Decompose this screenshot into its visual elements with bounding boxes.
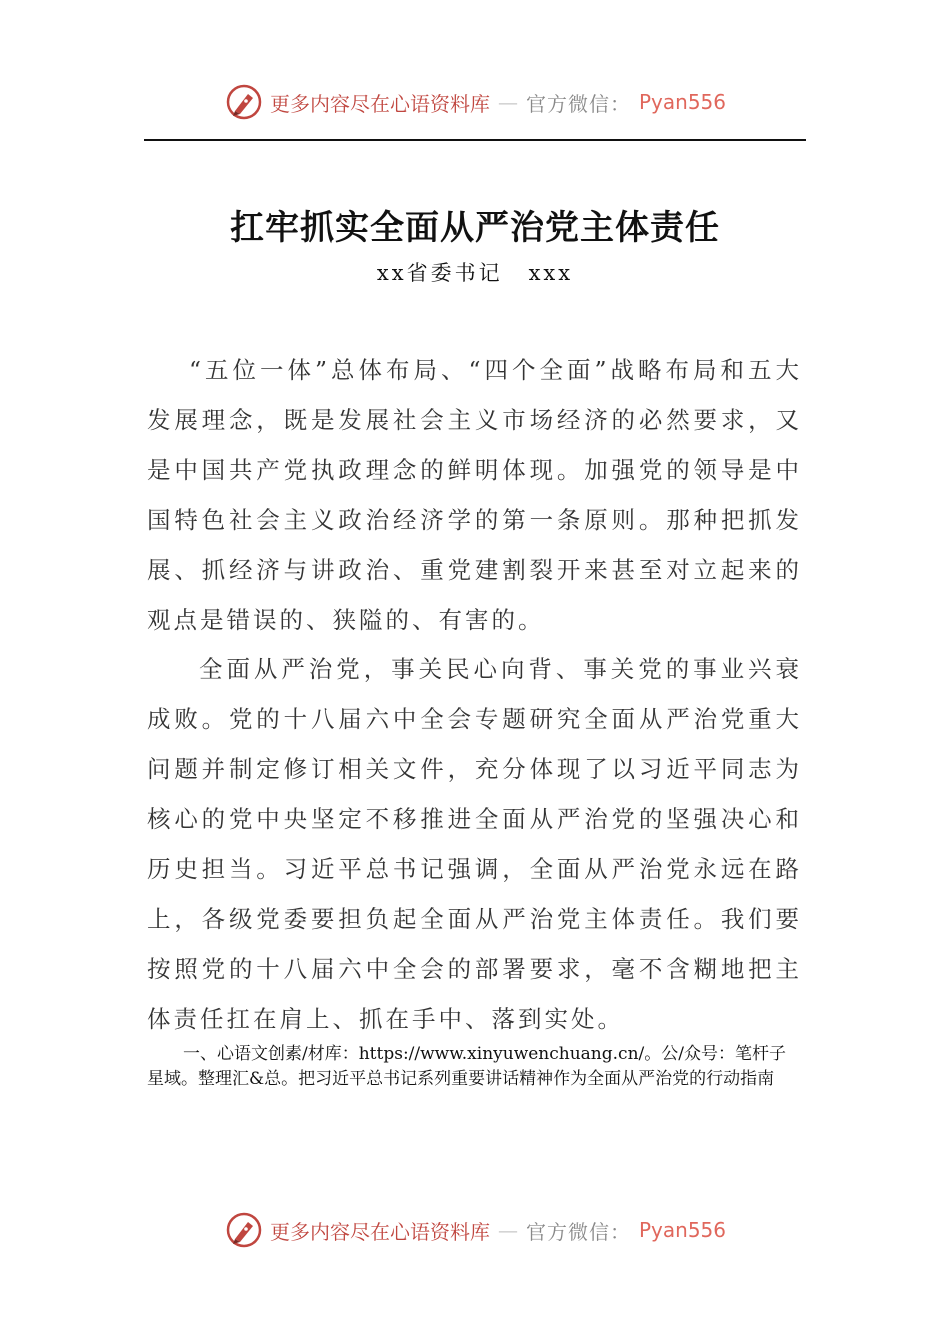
pen-nib-logo-icon — [226, 84, 262, 120]
banner-wechat-label: 官方微信： — [526, 91, 631, 116]
footer-banner — [226, 1208, 726, 1252]
banner-wechat-id: Pyan556 — [639, 1218, 727, 1242]
banner-wechat-id: Pyan556 — [639, 90, 727, 114]
banner-text: 更多内容尽在心语资料库 — [270, 1219, 490, 1244]
header-rule — [144, 139, 806, 141]
section-heading-note: 一、心语文创素/材库：https://www.xinyuwenchuang.cn/。公/众号：笔杆子星域。整理汇&总。把习近平总书记系列重要讲话精神作为全面从严治党的行动指南 — [147, 1044, 786, 1089]
document-title: 扛牢抓实全面从严治党主体责任 — [230, 208, 720, 248]
author-name: xxx — [528, 261, 574, 285]
header-banner — [226, 80, 726, 124]
banner-dash: — — [498, 90, 518, 114]
author-role: xx省委书记 — [376, 261, 503, 285]
body-paragraph: 全面从严治党，事关民心向背、事关党的事业兴衰成败。党的十八届六中全会专题研究全面从严治党重大问题并制定修订相关文件，充分体现了以习近平同志为核心的党中央坚定不移推进全面从严治党的坚强决心和历史担当。习近平总书记强调，全面从严治党永远在路上，各级党委要担负起全面从严治党主体责任。我们要按照党的十八届六中全会的部署要求，毫不含糊地把主体责任扛在肩上、抓在手中、落到实处。 — [147, 655, 802, 1033]
body-paragraph: “五位一体”总体布局、“四个全面”战略布局和五大发展理念，既是发展社会主义市场经济的必然要求，又是中国共产党执政理念的鲜明体现。加强党的领导是中国特色社会主义政治经济学的第一条原则。那种把抓发展、抓经济与讲政治、重党建割裂开来甚至对立起来的观点是错误的、狭隘的、有害的。 — [147, 356, 802, 634]
document-author — [0, 257, 950, 287]
banner-dash: — — [498, 1218, 518, 1242]
banner-text: 更多内容尽在心语资料库 — [270, 91, 490, 116]
banner-wechat-label: 官方微信： — [526, 1219, 631, 1244]
pen-nib-logo-icon — [226, 1212, 262, 1248]
